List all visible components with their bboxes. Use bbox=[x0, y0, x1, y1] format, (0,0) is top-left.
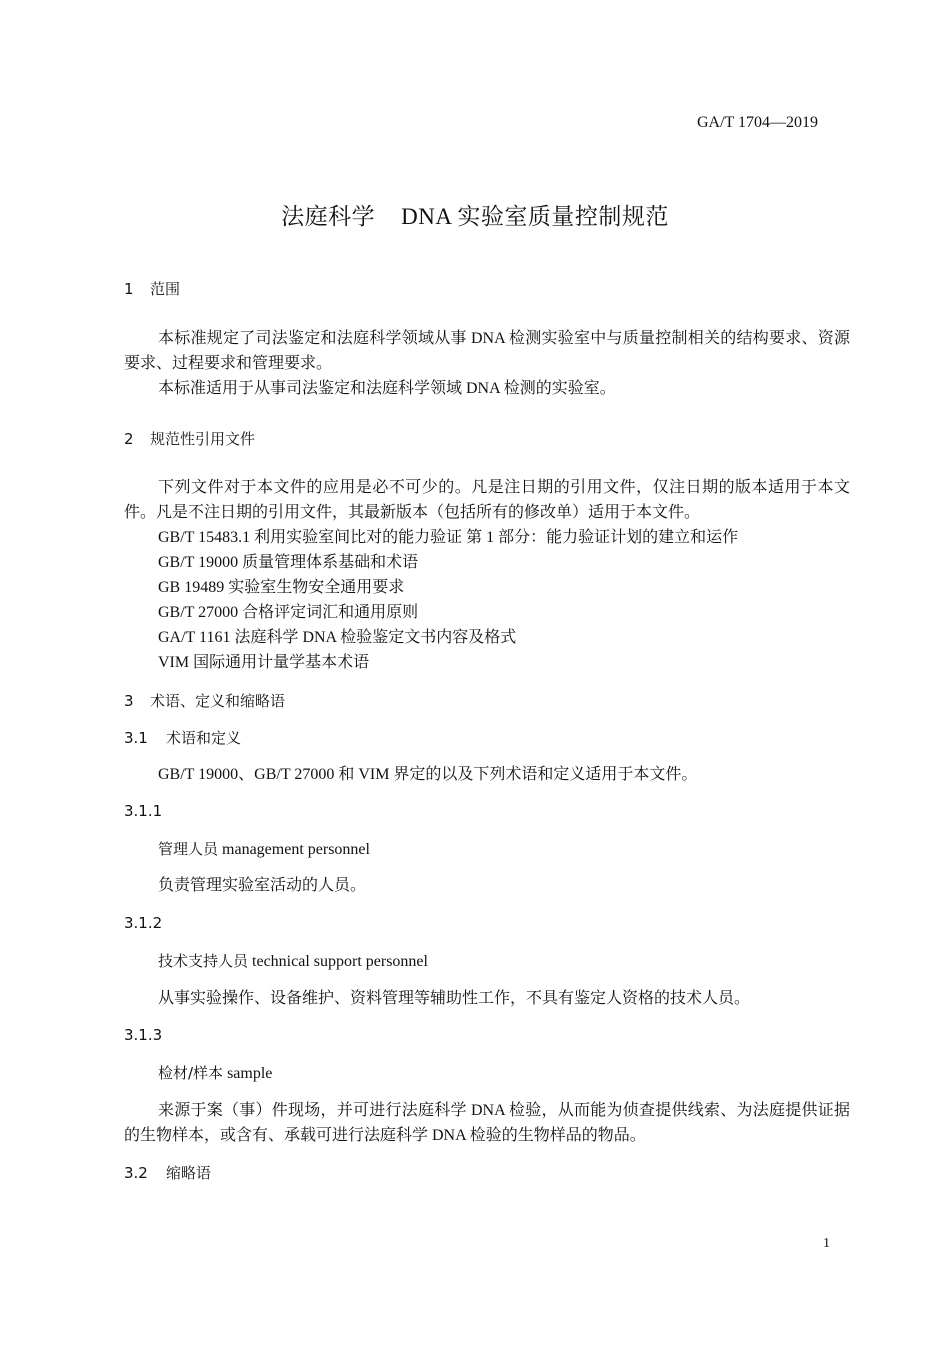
term-definition: 负责管理实验室活动的人员。 bbox=[158, 877, 367, 894]
term-definition: 来源于案（事）件现场，并可进行法庭科学 DNA 检验，从而能为侦查提供线索、为法庭提供证据的生物样本，或含有、承载可进行法庭科学 DNA 检验的生物样品的物品。 bbox=[124, 1102, 850, 1144]
term-heading bbox=[158, 1062, 272, 1083]
section-1-heading: 1 范围 bbox=[124, 280, 181, 298]
normative-reference: GB/T 27000 合格评定词汇和通用原则 bbox=[158, 604, 419, 621]
term-english: sample bbox=[227, 1065, 273, 1082]
term-definition: 从事实验操作、设备维护、资料管理等辅助性工作，不具有鉴定人资格的技术人员。 bbox=[158, 990, 751, 1007]
title-part1: 法庭科学 bbox=[281, 204, 376, 230]
normative-reference: GB/T 19000 质量管理体系基础和术语 bbox=[158, 554, 419, 571]
term-english: management personnel bbox=[222, 841, 370, 858]
term-number: 3.1.2 bbox=[124, 914, 163, 932]
term-english: technical support personnel bbox=[252, 953, 428, 970]
section-1-paragraph-2: 本标准适用于从事司法鉴定和法庭科学领域 DNA 检测的实验室。 bbox=[158, 380, 616, 397]
standard-code: GA/T 1704—2019 bbox=[696, 114, 818, 131]
section-1-paragraph-1: 本标准规定了司法鉴定和法庭科学领域从事 DNA 检测实验室中与质量控制相关的结构要求、资源要求、过程要求和管理要求。 bbox=[124, 330, 850, 372]
subsection-3-1-heading: 3.1 术语和定义 bbox=[124, 729, 242, 747]
term-heading bbox=[158, 838, 370, 859]
title-part2: DNA 实验室质量控制规范 bbox=[401, 204, 669, 229]
term-number: 3.1.1 bbox=[124, 802, 163, 820]
subsection-3-2-heading: 3.2 缩略语 bbox=[124, 1164, 212, 1182]
term-number: 3.1.3 bbox=[124, 1026, 163, 1044]
term-chinese: 技术支持人员 bbox=[158, 952, 249, 970]
section-2-heading: 2 规范性引用文件 bbox=[124, 430, 256, 448]
term-heading bbox=[158, 950, 428, 971]
document-title bbox=[0, 198, 950, 231]
normative-reference: GB 19489 实验室生物安全通用要求 bbox=[158, 579, 405, 596]
page-number: 1 bbox=[823, 1236, 830, 1251]
normative-reference: VIM 国际通用计量学基本术语 bbox=[158, 654, 370, 671]
term-chinese: 检材/样本 bbox=[158, 1064, 224, 1082]
section-3-heading: 3 术语、定义和缩略语 bbox=[124, 692, 286, 710]
section-2-paragraph-1: 下列文件对于本文件的应用是必不可少的。凡是注日期的引用文件，仅注日期的版本适用于本文件。凡是不注日期的引用文件，其最新版本（包括所有的修改单）适用于本文件。 bbox=[124, 479, 850, 521]
normative-reference: GA/T 1161 法庭科学 DNA 检验鉴定文书内容及格式 bbox=[158, 629, 517, 646]
normative-reference: GB/T 15483.1 利用实验室间比对的能力验证 第 1 部分：能力验证计划的建立和运作 bbox=[158, 529, 739, 546]
term-chinese: 管理人员 bbox=[158, 840, 219, 858]
subsection-3-1-paragraph: GB/T 19000、GB/T 27000 和 VIM 界定的以及下列术语和定义适用于本文件。 bbox=[158, 766, 698, 783]
